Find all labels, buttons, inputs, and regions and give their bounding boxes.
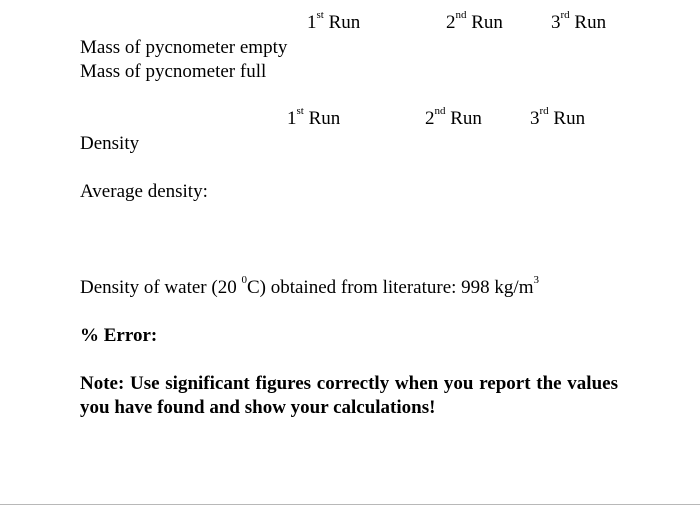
header-word: Run <box>553 108 586 129</box>
bottom-divider <box>0 504 700 505</box>
header-suffix: nd <box>455 9 467 21</box>
header-ordinal: 2 <box>446 12 456 33</box>
table1-header-run-3 <box>551 9 607 33</box>
row-label-density: Density <box>80 133 140 154</box>
table2-header-run-1 <box>287 105 341 129</box>
header-word: Run <box>450 108 482 129</box>
header-word: Run <box>308 108 341 129</box>
table2-header-run-2 <box>425 105 482 129</box>
header-ordinal: 3 <box>530 108 540 129</box>
header-suffix: nd <box>434 105 446 117</box>
header-word: Run <box>328 12 361 33</box>
water-density-line <box>80 274 539 298</box>
table1-header-run-1 <box>307 9 361 33</box>
header-word: Run <box>471 12 503 33</box>
row-label-mass-empty: Mass of pycnometer empty <box>80 37 288 58</box>
header-word: Run <box>574 12 607 33</box>
note-paragraph: Note: Use significant figures correctly when you report the values you have found and show your calculations! <box>80 373 618 418</box>
degree-superscript: 0 <box>241 274 247 286</box>
header-ordinal: 3 <box>551 12 561 33</box>
header-suffix: st <box>296 105 304 117</box>
header-suffix: st <box>316 9 324 21</box>
percent-error-label: % Error: <box>80 325 158 346</box>
header-ordinal: 1 <box>287 108 297 129</box>
row-label-mass-full: Mass of pycnometer full <box>80 61 267 82</box>
water-density-prefix: Density of water (20 <box>80 277 242 298</box>
table1-header-run-2 <box>446 9 503 33</box>
header-suffix: rd <box>539 105 549 117</box>
water-density-middle: C) obtained from literature: 998 kg/m <box>246 277 534 298</box>
header-suffix: rd <box>560 9 570 21</box>
average-density-label: Average density: <box>80 181 208 202</box>
header-ordinal: 1 <box>307 12 317 33</box>
table2-header-run-3 <box>530 105 586 129</box>
cube-superscript: 3 <box>533 274 539 286</box>
header-ordinal: 2 <box>425 108 435 129</box>
